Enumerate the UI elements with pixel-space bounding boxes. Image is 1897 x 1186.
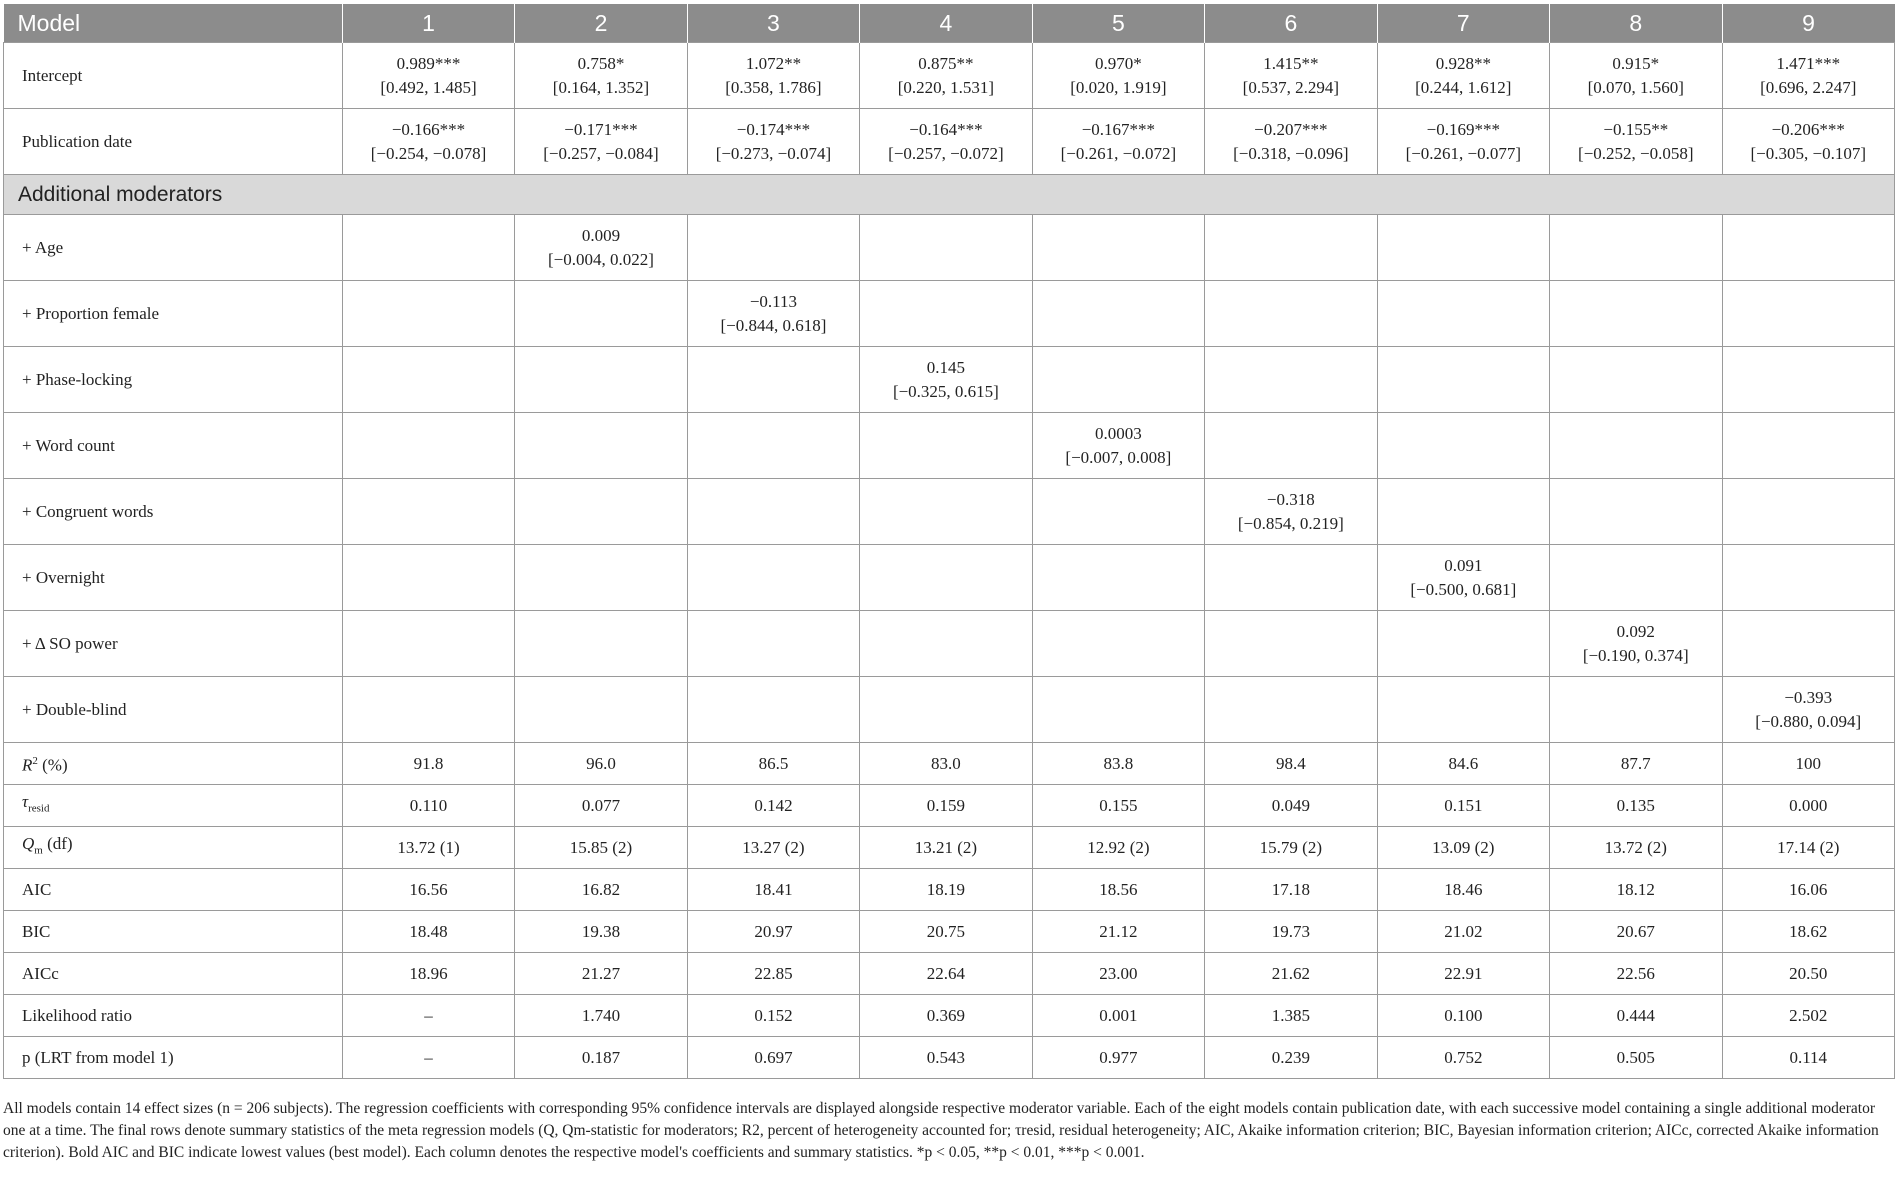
cell bbox=[687, 43, 859, 109]
cell bbox=[1722, 43, 1894, 109]
coef: −0.155** bbox=[1603, 119, 1669, 139]
stat-cell: 0.114 bbox=[1722, 1037, 1894, 1079]
stat-cell: 12.92 (2) bbox=[1032, 827, 1204, 869]
stat-cell: 87.7 bbox=[1550, 743, 1722, 785]
row-r2 bbox=[4, 743, 1895, 785]
cell bbox=[860, 545, 1032, 611]
cell bbox=[1205, 545, 1377, 611]
cell bbox=[342, 545, 514, 611]
ci: [−0.007, 0.008] bbox=[1065, 447, 1172, 467]
coef: 1.072** bbox=[745, 53, 802, 73]
cell bbox=[1550, 611, 1722, 677]
stat-cell: 13.27 (2) bbox=[687, 827, 859, 869]
ci: [−0.273, −0.074] bbox=[715, 143, 832, 163]
cell bbox=[1722, 109, 1894, 175]
cell bbox=[860, 347, 1032, 413]
cell bbox=[687, 413, 859, 479]
cell bbox=[1550, 677, 1722, 743]
cell bbox=[1377, 281, 1549, 347]
cell bbox=[342, 413, 514, 479]
cell bbox=[515, 479, 687, 545]
stat-cell: 0.001 bbox=[1032, 995, 1204, 1037]
stat-cell: 18.19 bbox=[860, 869, 1032, 911]
ci: [0.492, 1.485] bbox=[380, 77, 477, 97]
stat-cell: 0.697 bbox=[687, 1037, 859, 1079]
cell bbox=[515, 611, 687, 677]
cell bbox=[342, 479, 514, 545]
cell bbox=[860, 677, 1032, 743]
ci: [−0.844, 0.618] bbox=[720, 315, 827, 335]
cell bbox=[860, 413, 1032, 479]
coef: −0.166*** bbox=[391, 119, 466, 139]
cell bbox=[515, 413, 687, 479]
cell bbox=[1377, 545, 1549, 611]
cell bbox=[1550, 479, 1722, 545]
coef: −0.174*** bbox=[736, 119, 811, 139]
row-label: + Δ SO power bbox=[4, 611, 343, 677]
cell bbox=[515, 215, 687, 281]
coef: 1.415** bbox=[1263, 53, 1319, 73]
cell bbox=[342, 281, 514, 347]
header-model-8: 8 bbox=[1550, 4, 1722, 43]
stat-cell: 13.21 (2) bbox=[860, 827, 1032, 869]
cell bbox=[342, 611, 514, 677]
row-label: AICc bbox=[4, 953, 343, 995]
row-moderator bbox=[4, 347, 1895, 413]
cell bbox=[1550, 347, 1722, 413]
header-model-1: 1 bbox=[342, 4, 514, 43]
stat-cell: 13.72 (1) bbox=[342, 827, 514, 869]
cell bbox=[342, 109, 514, 175]
stat-cell: 15.79 (2) bbox=[1205, 827, 1377, 869]
cell bbox=[515, 109, 687, 175]
cell bbox=[1205, 347, 1377, 413]
cell bbox=[1205, 611, 1377, 677]
cell bbox=[1032, 413, 1204, 479]
cell bbox=[342, 215, 514, 281]
row-bic bbox=[4, 911, 1895, 953]
stat-cell: 0.135 bbox=[1550, 785, 1722, 827]
cell bbox=[1722, 347, 1894, 413]
ci: [−0.252, −0.058] bbox=[1578, 143, 1694, 163]
ci: [0.070, 1.560] bbox=[1587, 77, 1684, 97]
cell bbox=[1377, 479, 1549, 545]
cell bbox=[1722, 611, 1894, 677]
cell bbox=[1205, 43, 1377, 109]
row-aic bbox=[4, 869, 1895, 911]
cell bbox=[1032, 109, 1204, 175]
meta-regression-table bbox=[3, 4, 1895, 1079]
row-label: Intercept bbox=[4, 43, 343, 109]
cell bbox=[1377, 413, 1549, 479]
row-p-lrt bbox=[4, 1037, 1895, 1079]
stat-cell: 1.385 bbox=[1205, 995, 1377, 1037]
stat-cell: 0.187 bbox=[515, 1037, 687, 1079]
stat-cell: 0.100 bbox=[1377, 995, 1549, 1037]
cell bbox=[860, 611, 1032, 677]
stat-cell: 16.56 bbox=[342, 869, 514, 911]
stat-cell: 2.502 bbox=[1722, 995, 1894, 1037]
cell bbox=[1032, 479, 1204, 545]
coef: 0.970* bbox=[1095, 53, 1142, 73]
coef: −0.167*** bbox=[1081, 119, 1156, 139]
stat-cell: 0.752 bbox=[1377, 1037, 1549, 1079]
section-label: Additional moderators bbox=[4, 175, 1895, 215]
stat-cell: 20.75 bbox=[860, 911, 1032, 953]
coef: −0.206*** bbox=[1771, 119, 1845, 139]
stat-cell: 0.159 bbox=[860, 785, 1032, 827]
stat-cell: 22.56 bbox=[1550, 953, 1722, 995]
stat-cell: 1.740 bbox=[515, 995, 687, 1037]
coef: 0.091 bbox=[1444, 555, 1483, 575]
cell bbox=[1722, 413, 1894, 479]
cell bbox=[860, 43, 1032, 109]
row-label: $Q_m$ (df) bbox=[4, 827, 343, 869]
cell bbox=[1032, 545, 1204, 611]
cell bbox=[342, 347, 514, 413]
row-intercept bbox=[4, 43, 1895, 109]
ci: [−0.325, 0.615] bbox=[892, 381, 999, 401]
header-model-3: 3 bbox=[687, 4, 859, 43]
stat-cell: 0.000 bbox=[1722, 785, 1894, 827]
coef: 0.145 bbox=[926, 357, 966, 377]
row-label: $\tau_{resid}$ bbox=[4, 785, 343, 827]
cell bbox=[515, 281, 687, 347]
stat-cell: 0.444 bbox=[1550, 995, 1722, 1037]
ci: [−0.854, 0.219] bbox=[1237, 513, 1344, 533]
stat-cell: 0.151 bbox=[1377, 785, 1549, 827]
cell bbox=[1722, 677, 1894, 743]
row-moderator bbox=[4, 281, 1895, 347]
stat-cell: 22.85 bbox=[687, 953, 859, 995]
cell bbox=[1205, 413, 1377, 479]
row-moderator bbox=[4, 611, 1895, 677]
cell bbox=[342, 43, 514, 109]
ci: [−0.257, −0.084] bbox=[543, 143, 659, 163]
cell bbox=[687, 347, 859, 413]
stat-cell: 0.505 bbox=[1550, 1037, 1722, 1079]
stat-cell: 0.977 bbox=[1032, 1037, 1204, 1079]
cell bbox=[860, 215, 1032, 281]
ci: [−0.305, −0.107] bbox=[1750, 143, 1866, 163]
stat-cell: 0.142 bbox=[687, 785, 859, 827]
ci: [0.020, 1.919] bbox=[1070, 77, 1167, 97]
row-moderator bbox=[4, 677, 1895, 743]
stat-cell: 21.12 bbox=[1032, 911, 1204, 953]
cell bbox=[1032, 281, 1204, 347]
coef: 0.915* bbox=[1612, 53, 1660, 73]
section-additional-moderators bbox=[4, 175, 1895, 215]
row-tau-resid bbox=[4, 785, 1895, 827]
ci: [−0.254, −0.078] bbox=[370, 143, 487, 163]
stat-cell: 19.38 bbox=[515, 911, 687, 953]
coef: −0.164*** bbox=[909, 119, 983, 139]
stat-cell: 98.4 bbox=[1205, 743, 1377, 785]
coef: −0.318 bbox=[1266, 489, 1315, 509]
cell bbox=[1205, 281, 1377, 347]
header-model-7: 7 bbox=[1377, 4, 1549, 43]
row-label: + Congruent words bbox=[4, 479, 343, 545]
cell bbox=[687, 611, 859, 677]
ci: [0.696, 2.247] bbox=[1760, 77, 1857, 97]
ci: [−0.261, −0.077] bbox=[1405, 143, 1522, 163]
stat-cell: 96.0 bbox=[515, 743, 687, 785]
stat-cell: 0.110 bbox=[342, 785, 514, 827]
row-label: Publication date bbox=[4, 109, 343, 175]
ci: [0.164, 1.352] bbox=[552, 77, 650, 97]
cell bbox=[515, 43, 687, 109]
cell bbox=[687, 215, 859, 281]
stat-cell: 21.27 bbox=[515, 953, 687, 995]
row-moderator bbox=[4, 545, 1895, 611]
row-label: AIC bbox=[4, 869, 343, 911]
header-model-6: 6 bbox=[1205, 4, 1377, 43]
ci: [−0.257, −0.072] bbox=[888, 143, 1004, 163]
cell bbox=[1377, 677, 1549, 743]
stat-cell: 22.64 bbox=[860, 953, 1032, 995]
coef: 0.758* bbox=[577, 53, 625, 73]
cell bbox=[1032, 677, 1204, 743]
coef: −0.113 bbox=[749, 291, 798, 311]
coef: 1.471*** bbox=[1776, 53, 1841, 73]
cell bbox=[1722, 545, 1894, 611]
row-label: + Double-blind bbox=[4, 677, 343, 743]
cell bbox=[1032, 347, 1204, 413]
stat-cell: 17.18 bbox=[1205, 869, 1377, 911]
ci: [0.537, 2.294] bbox=[1242, 77, 1339, 97]
row-moderator bbox=[4, 479, 1895, 545]
row-label: $R^2$ (%) bbox=[4, 743, 343, 785]
row-label: + Overnight bbox=[4, 545, 343, 611]
coef: −0.393 bbox=[1784, 687, 1833, 707]
stat-cell: 20.97 bbox=[687, 911, 859, 953]
stat-cell: 100 bbox=[1722, 743, 1894, 785]
row-label: + Word count bbox=[4, 413, 343, 479]
cell bbox=[860, 109, 1032, 175]
stat-cell: 18.48 bbox=[342, 911, 514, 953]
ci: [−0.190, 0.374] bbox=[1582, 645, 1689, 665]
stat-cell: 13.72 (2) bbox=[1550, 827, 1722, 869]
cell bbox=[1550, 43, 1722, 109]
stat-cell: 86.5 bbox=[687, 743, 859, 785]
cell bbox=[1032, 215, 1204, 281]
stat-cell: 0.155 bbox=[1032, 785, 1204, 827]
stat-cell: 0.152 bbox=[687, 995, 859, 1037]
stat-cell: 18.62 bbox=[1722, 911, 1894, 953]
stat-cell: – bbox=[342, 1037, 514, 1079]
stat-cell: 16.06 bbox=[1722, 869, 1894, 911]
cell bbox=[1377, 611, 1549, 677]
ci: [−0.318, −0.096] bbox=[1233, 143, 1349, 163]
row-label: + Proportion female bbox=[4, 281, 343, 347]
coef: 0.928** bbox=[1435, 53, 1491, 73]
stat-cell: 18.46 bbox=[1377, 869, 1549, 911]
stat-cell: 13.09 (2) bbox=[1377, 827, 1549, 869]
cell bbox=[515, 677, 687, 743]
stat-cell: 17.14 (2) bbox=[1722, 827, 1894, 869]
cell bbox=[1377, 43, 1549, 109]
row-label: + Phase-locking bbox=[4, 347, 343, 413]
stat-cell: 83.8 bbox=[1032, 743, 1204, 785]
ci: [0.220, 1.531] bbox=[897, 77, 995, 97]
coef: −0.169*** bbox=[1426, 119, 1500, 139]
cell bbox=[1205, 479, 1377, 545]
ci: [0.358, 1.786] bbox=[725, 77, 822, 97]
cell bbox=[1550, 413, 1722, 479]
cell bbox=[1722, 479, 1894, 545]
stat-cell: 22.91 bbox=[1377, 953, 1549, 995]
ci: [−0.880, 0.094] bbox=[1755, 711, 1862, 731]
coef: −0.207*** bbox=[1254, 119, 1328, 139]
row-moderator bbox=[4, 215, 1895, 281]
cell bbox=[1550, 281, 1722, 347]
stat-cell: 21.62 bbox=[1205, 953, 1377, 995]
stat-cell: 19.73 bbox=[1205, 911, 1377, 953]
stat-cell: 83.0 bbox=[860, 743, 1032, 785]
row-label: Likelihood ratio bbox=[4, 995, 343, 1037]
coef: 0.0003 bbox=[1095, 423, 1142, 443]
row-qm bbox=[4, 827, 1895, 869]
header-model-5: 5 bbox=[1032, 4, 1204, 43]
cell bbox=[1032, 43, 1204, 109]
row-moderator bbox=[4, 413, 1895, 479]
ci: [−0.261, −0.072] bbox=[1060, 143, 1177, 163]
row-publication-date bbox=[4, 109, 1895, 175]
header-model-9: 9 bbox=[1722, 4, 1894, 43]
row-label: p (LRT from model 1) bbox=[4, 1037, 343, 1079]
cell bbox=[1205, 677, 1377, 743]
coef: −0.171*** bbox=[564, 119, 638, 139]
cell bbox=[687, 479, 859, 545]
row-label: BIC bbox=[4, 911, 343, 953]
row-label: + Age bbox=[4, 215, 343, 281]
ci: [0.244, 1.612] bbox=[1415, 77, 1512, 97]
cell bbox=[1550, 109, 1722, 175]
stat-cell: 20.67 bbox=[1550, 911, 1722, 953]
header-model-4: 4 bbox=[860, 4, 1032, 43]
stat-cell: 0.049 bbox=[1205, 785, 1377, 827]
row-likelihood-ratio bbox=[4, 995, 1895, 1037]
stat-cell: 21.02 bbox=[1377, 911, 1549, 953]
stat-cell: 18.41 bbox=[687, 869, 859, 911]
cell bbox=[1550, 545, 1722, 611]
stat-cell: 15.85 (2) bbox=[515, 827, 687, 869]
stat-cell: 0.369 bbox=[860, 995, 1032, 1037]
cell bbox=[860, 479, 1032, 545]
stat-cell: 0.543 bbox=[860, 1037, 1032, 1079]
cell bbox=[515, 347, 687, 413]
row-aicc bbox=[4, 953, 1895, 995]
stat-cell: 16.82 bbox=[515, 869, 687, 911]
stat-cell: 18.56 bbox=[1032, 869, 1204, 911]
cell bbox=[1550, 215, 1722, 281]
cell bbox=[342, 677, 514, 743]
coef: 0.989*** bbox=[396, 53, 461, 73]
cell bbox=[1377, 109, 1549, 175]
stat-cell: 20.50 bbox=[1722, 953, 1894, 995]
cell bbox=[687, 677, 859, 743]
ci: [−0.004, 0.022] bbox=[548, 249, 654, 269]
coef: 0.092 bbox=[1616, 621, 1655, 641]
cell bbox=[687, 109, 859, 175]
cell bbox=[515, 545, 687, 611]
stat-cell: – bbox=[342, 995, 514, 1037]
header-row bbox=[4, 4, 1895, 43]
stat-cell: 0.077 bbox=[515, 785, 687, 827]
stat-cell: 91.8 bbox=[342, 743, 514, 785]
cell bbox=[1722, 215, 1894, 281]
cell bbox=[687, 281, 859, 347]
cell bbox=[1722, 281, 1894, 347]
cell bbox=[687, 545, 859, 611]
regression-table-container bbox=[3, 4, 1895, 1079]
cell bbox=[1377, 347, 1549, 413]
table-footnote: All models contain 14 effect sizes (n = 206 subjects). The regression coefficients with corresponding 95% confidence intervals are displayed alongside respective moderator variable. Each of the eight models contain publication date, with each successive model containing a single additional moderator one at a time. The final rows denote summary statistics of the meta regression models (Q, Qm-statistic for moderators; R2, percent of heterogeneity accounted for; τresid, residual heterogeneity; AIC, Akaike information criterion; BIC, Bayesian information criterion; AICc, corrected Akaike information criterion). Bold AIC and BIC indicate lowest values (best model). Each column denotes the respective model's coefficients and summary statistics. *p < 0.05, **p < 0.01, ***p < 0.001. bbox=[3, 1100, 1879, 1161]
coef: 0.875** bbox=[918, 53, 974, 73]
cell bbox=[860, 281, 1032, 347]
cell bbox=[1205, 215, 1377, 281]
coef: 0.009 bbox=[581, 225, 621, 245]
cell bbox=[1377, 215, 1549, 281]
header-model-label: Model bbox=[4, 4, 343, 43]
stat-cell: 0.239 bbox=[1205, 1037, 1377, 1079]
stat-cell: 84.6 bbox=[1377, 743, 1549, 785]
stat-cell: 18.12 bbox=[1550, 869, 1722, 911]
ci: [−0.500, 0.681] bbox=[1410, 579, 1517, 599]
stat-cell: 23.00 bbox=[1032, 953, 1204, 995]
cell bbox=[1205, 109, 1377, 175]
stat-cell: 18.96 bbox=[342, 953, 514, 995]
header-model-2: 2 bbox=[515, 4, 687, 43]
cell bbox=[1032, 611, 1204, 677]
